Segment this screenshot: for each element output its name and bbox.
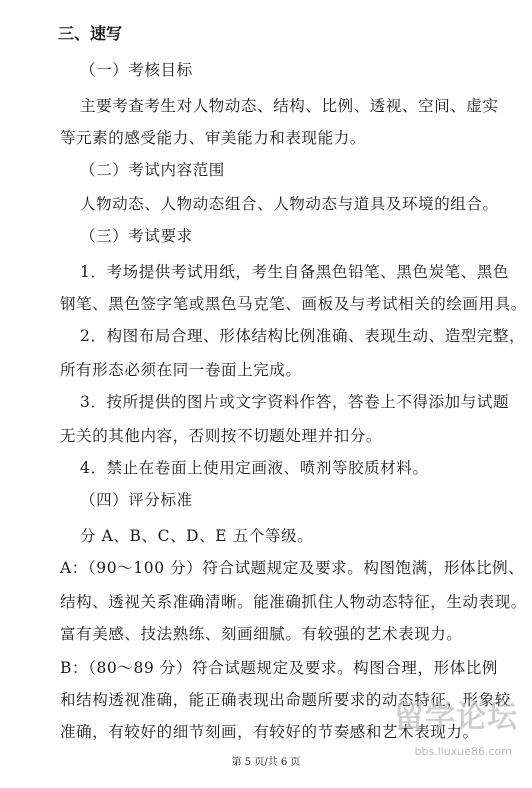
paragraph-line: 主要考查考生对人物动态、结构、比例、透视、空间、虚实 [80,97,499,115]
grade-a-line: 富有美感、技法熟练、刻画细腻。有较强的艺术表现力。 [60,625,463,643]
paragraph-line: 等元素的感受能力、审美能力和表现能力。 [60,129,366,147]
list-item-2-line: 所有形态必须在同一卷面上完成。 [60,361,302,379]
list-item-1-line: 1．考场提供考试用纸，考生自备黑色铅笔、黑色炭笔、黑色 [80,263,510,281]
list-item-3-line: 无关的其他内容，否则按不切题处理并扣分。 [60,427,383,445]
page-footer: 第 5 页/共 6 页 [231,757,301,768]
paragraph-line: 人物动态、人物动态组合、人物动态与道具及环境的组合。 [80,195,499,213]
grade-a-line: 结构、透视关系准确清晰。能准确抓住人物动态特征，生动表现。 [60,593,527,611]
paragraph-line: 分 A、B、C、D、E 五个等级。 [80,527,314,545]
subsection-heading-3: （三）考试要求 [80,227,193,245]
grade-b-line: 准确，有较好的细节刻画，有较好的节奏感和艺术表现力。 [60,723,479,741]
grade-b-line: 和结构透视准确，能正确表现出命题所要求的动态特征，形象较 [60,691,511,709]
grade-a-line: A：（90～100 分）符合试题规定及要求。构图饱满，形体比例、 [60,559,525,577]
watermark-text: 留学论坛 [394,700,518,735]
subsection-heading-2: （二）考试内容范围 [80,161,225,179]
watermark-url: bbs.liuxue86.com [414,745,512,758]
list-item-2-line: 2．构图布局合理、形体结构比例准确、表现生动、造型完整， [80,327,526,345]
section-title: 三、速写 [58,24,123,43]
list-item-4-line: 4．禁止在卷面上使用定画液、喷剂等胶质材料。 [80,459,429,477]
subsection-heading-1: （一）考核目标 [80,61,193,79]
subsection-heading-4: （四）评分标准 [80,491,193,509]
list-item-1-line: 钢笔、黑色签字笔或黑色马克笔、画板及与考试相关的绘画用具。 [60,295,527,313]
list-item-3-line: 3．按所提供的图片或文字资料作答，答卷上不得添加与试题 [80,393,510,411]
grade-b-line: B：（80～89 分）符合试题规定及要求。构图合理，形体比例 [60,659,499,677]
watermark-logo [376,700,526,776]
